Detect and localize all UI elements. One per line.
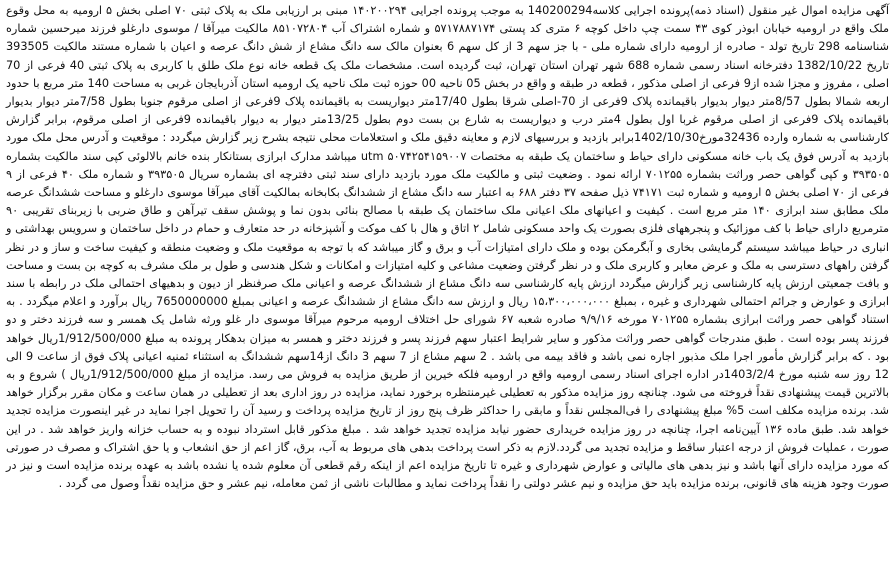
auction-notice-body: آگهی مزایده اموال غیر منقول (اسناد ذمه)پرونده اجرایی کلاسه140200294 به موجب پرونده اجرایی ۱۴۰۲۰۰۲۹۴ مبنی بر ارزیابی ملک به پلاک ثبتی ۷۰ اصلی بخش ۵ ارومیه به محل وقوع ملک واقع در ارومیه خیابان ابوذر کوی ۴۳ سمت چپ داخل کوچه ۶ متری کد پستی ۵۷۱۷۸۸۷۱۷۴ و شماره اشتراک آب ۸۵۱۰۷۲۸۰۴ مالکیت میرآقا / موسوی دارغلو فرزند میرحسین شماره شناسنامه 298 تاریخ تولد - صادره از ارومیه دارای شماره ملی - با جز سهم 3 از کل سهم 6 بعنوان مالک سه دانگ مشاع از شش دانگ عرصه و اعیان با شماره مستند مالکیت 393505 تاریخ 1382/10/22 دفترخانه اسناد رسمی شماره 688 شهر تهران استان تهران، ثبت گردیده است. مشخصات ملک یک قطعه خانه نوع ملک طلق با کاربری به پلاک ثبتی 40 فرعی از 70 اصلی ، مفروز و مجزا شده از9 فرعی از اصلی مذکور ، قطعه در طبقه و واقع در بخش 05 ناحیه 00 حوزه ثبت ملک ناحیه یک ارومیه استان آذربایجان غربی به مساحت 140 متر مربع با حدود اربعه شمالا بطول 8/57متر دیوار بدیوار باقیمانده پلاک 9فرعی از 70-اصلی شرقا بطول 17/40متر دیواریست به باقیمانده پلاک 9فرعی از اصلی مرقوم جنوبا بطول 7/58متر دیوار بدیوار باقیمانده پلاک 9فرعی از اصلی مرقوم غربا اول بطول 4متر درب و دیواریست به شارع بن بست دوم بطول 13/25متر دیوار به دیوار باقیمانده 9فرعی از اصلی مرقوم، برابر گزارش کارشناسی به شماره وارده 32436مورخ1402/10/30برابر بازدید و بررسیهای لازم و معاینه دقیق ملک و استعلامات محلی نتیجه بشرح زیر گزارش میگردد : موقعیت و آدرس محل ملک مورد بازدید به آدرس فوق یک باب خانه مسکونی دارای حیاط و ساختمان یک طبقه به مختصات utm ۵۰۷۴۲۵۴۱۵۹۰۰۷ میباشد مدارک ابرازی بستانکار بنده خانم بالالوئی کپی سند مالکیت بشماره ۳۹۳۵۰۵ و کپی گواهی حصر وراثت بشماره ۷۰۱۲۵۵ ارائه نمود . وضعیت ثبتی و مالکیت ملک مورد بازدید دارای سند ثبتی دفترچه ای بشماره سریال ۳۹۳۵۰۵ و شماره ملک ۴۰ فرعی از ۹ فرعی از ۷۰ اصلی بخش ۵ ارومیه و شماره ثبت ۷۴۱۷۱ ذیل صفحه ۳۷ دفتر ۶۸۸ به اعتبار سه دانگ مشاع از ششدانگ بکابخانه بمالکیت آقای میرآقا موسوی دارغلو و مساحت ششدانگ عرصه ملک مطابق سند ابرازی ۱۴۰ متر مربع است . کیفیت و اعیانهای ملک اعیانی ملک ساختمان یک طبقه با مصالح بنائی بدون نما و پوشش سقف تیرآهن و طاق ضربی با زیربنای تقریبی ۹۰ مترمربع دارای حیاط با کف موزائیک و پنجرههای فلزی بصورت یک واحد مسکونی شامل ۲ اتاق و هال با کف موکت و آشپزخانه در حد متعارف و حمام در داخل ساختمان و سرویس بهداشتی و انباری در حیاط میباشد سیستم گرمایشی بخاری و آبگرمکن بوده و ملک دارای امتیازات آب و برق و گاز میباشد که با توجه به موقعیت ملک و وضعیت منطقه و کیفیت ساخت و ساز و در نظر گرفتن راههای دسترسی به ملک و عرض معابر و کاربری ملک و در نظر گرفتن وضعیت مشاعی و کلیه امتیازات و امکانات و شکل هندسی و طول بر ملک مشرف به کوچه بن بست و مساحت و بافت جمعیتی ارزش پایه کارشناسی زیر گزارش میگردد ارزش پایه کارشناسی سه دانگ مشاع از ششدانگ عرصه و اعیانی ملک صرفنظر از دیون و بدهیهای احتمالی ملک در رابطه با سند ابرازی و عوارض و جرائم احتمالی شهرداری و غیره ، بمبلغ ۱۵،۳۰۰،۰۰۰،۰۰۰ ریال و ارزش سه دانگ مشاع از ششدانگ عرصه و اعیانی بمبلغ 7650000000 ریال برآورد و اعلام میگردد . به استناد گواهی حصر وراثت ابرازی بشماره ۷۰۱۲۵۵ مورخه ۹/۹/۱۶ صادره شعبه ۶۷ شورای حل اختلاف ارومیه مرحوم میرآقا موسوی دار غلو ورثه شامل یک همسر و سه فرزند دختر و دو فرزند پسر بوده است . طبق مندرجات گواهی حصر وراثت مذکور و سایر شرایط اعتبار سهم فرزند پسر و فرزند دختر و همسر به میزان بدهکار پرونده به مبلغ 1/912/500/000ریال خواهد بود . که برابر گزارش مأمور اجرا ملک مذبور اجاره نمی باشد و فاقد بیمه می باشد . 2 سهم مشاع از 7 سهم 3 دانگ از14سهم ششدانگ به استثناء ثمنیه اعیانی پلاک فوق از ساعت 9 الی 12 روز سه شنبه مورخ 1403/2/4در اداره اجرای اسناد رسمی ارومیه واقع در ارومیه فلکه خیرین از طریق مزایده به فروش می رسد. مزایده از مبلغ 1/912/500/000ریال ) شروع و به بالاترین قیمت پیشنهادی نقداً فروخته می شود. چنانچه روز مزایده مذکور به تعطیلی غیرمنتظره برخورد نماید، مزایده در روز اداری بعد از تعطیلی در همان ساعت و مکان مقرر برگزار خواهد شد. برنده مزایده مکلف است 5% مبلغ پیشنهادی را فی‌المجلس نقداً و مابقی را حداکثر ظرف پنج روز از تاریخ مزایده پرداخت و رسید آن را تحویل اجرا نماید در غیر اینصورت مزایده تجدید خواهد شد. طبق ماده ۱۳۶ آیین‌نامه اجرا، چنانچه در روز مزایده خریداری حضور نیابد مزایده تجدید خواهد شد . مبلغ مذکور قابل استرداد نبوده و به حساب خزانه واریز خواهد شد . در این صورت ، عملیات فروش از درجه اعتبار ساقط و مزایده تجدید می گردد.لازم به ذکر است پرداخت بدهی های مربوط به آب، برق، گاز اعم از حق انشعاب و یا حق اشتراک و مصرف در صورتی که مورد مزایده دارای آنها باشد و نیز بدهی های مالیاتی و عوارض شهرداری و غیره تا تاریخ مزایده اعم از اینکه رقم قطعی آن معلوم شده یا نشده باشد به عهده برنده مزایده است و نیز در صورت وجود هزینه های قانونی، برنده مزایده باید حق مزایده و نیم عشر دولتی را نقداً پرداخت نماید و مطالبات ناشی از ثمن معامله، نیم عشر و حق مزایده نقداً وصول می گردد .	[6, 4, 890, 491]
